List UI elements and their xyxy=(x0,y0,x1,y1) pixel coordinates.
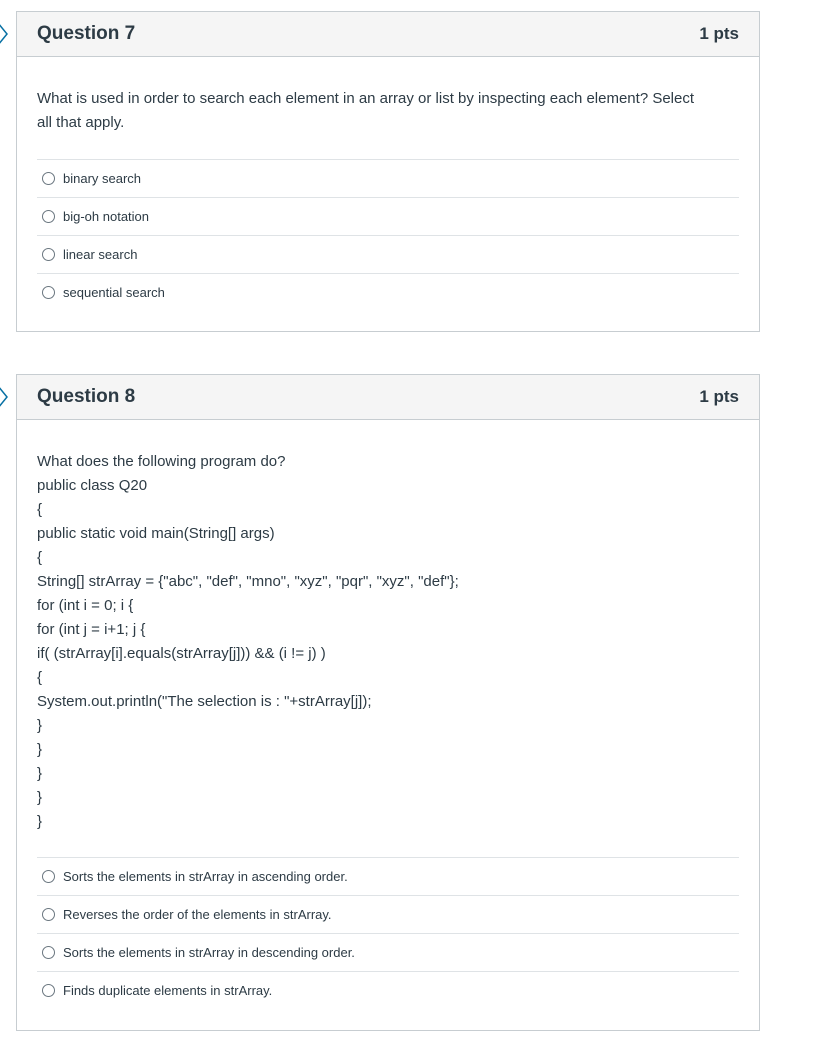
code-line: } xyxy=(37,717,43,734)
answer-option[interactable] xyxy=(37,896,739,934)
code-line: { xyxy=(37,501,43,518)
question-points: 1 pts xyxy=(699,24,739,43)
question-text xyxy=(37,450,739,834)
code-line: { xyxy=(37,669,43,686)
radio-button-icon[interactable] xyxy=(42,248,55,261)
answer-option[interactable] xyxy=(37,274,739,311)
answer-option[interactable] xyxy=(37,972,739,1009)
answer-label[interactable]: Sorts the elements in strArray in ascending order. xyxy=(63,869,348,884)
code-line: for (int j = i+1; j { xyxy=(37,621,146,638)
answer-label[interactable]: sequential search xyxy=(63,285,165,300)
code-line: } xyxy=(37,765,43,782)
code-line: public static void main(String[] args) xyxy=(37,525,275,542)
answer-label[interactable]: binary search xyxy=(63,171,142,186)
flag-question-icon[interactable] xyxy=(0,22,9,46)
answer-list xyxy=(37,857,739,1009)
flag-question-icon[interactable] xyxy=(0,385,9,409)
radio-button-icon[interactable] xyxy=(42,908,55,921)
radio-button-icon[interactable] xyxy=(42,210,55,223)
code-line: } xyxy=(37,741,43,758)
answer-label[interactable]: big-oh notation xyxy=(63,209,150,224)
answer-list xyxy=(37,159,739,311)
answer-label[interactable]: Finds duplicate elements in strArray. xyxy=(63,983,273,998)
question-8 xyxy=(16,374,760,1031)
code-line: if( (strArray[i].equals(strArray[j])) && (i != j) ) xyxy=(37,645,326,662)
question-text-line: What is used in order to search each element in an array or list by inspecting each element? Select xyxy=(37,90,695,107)
code-line: for (int i = 0; i { xyxy=(37,597,134,614)
answer-option[interactable] xyxy=(37,934,739,972)
answer-label[interactable]: Reverses the order of the elements in strArray. xyxy=(63,907,332,922)
answer-option[interactable] xyxy=(37,858,739,896)
answer-label[interactable]: linear search xyxy=(63,247,138,262)
question-title: Question 8 xyxy=(37,386,136,407)
question-title: Question 7 xyxy=(37,23,136,44)
answer-option[interactable] xyxy=(37,198,739,236)
question-text-line: all that apply. xyxy=(37,114,125,131)
question-7 xyxy=(16,11,760,332)
radio-button-icon[interactable] xyxy=(42,172,55,185)
question-header xyxy=(17,375,759,420)
answer-option[interactable] xyxy=(37,236,739,274)
code-line: System.out.println("The selection is : "+strArray[j]); xyxy=(37,693,372,710)
answer-label[interactable]: Sorts the elements in strArray in descending order. xyxy=(63,945,355,960)
radio-button-icon[interactable] xyxy=(42,984,55,997)
code-line: { xyxy=(37,549,43,566)
question-text xyxy=(37,87,739,135)
code-line: public class Q20 xyxy=(37,477,148,494)
question-header xyxy=(17,12,759,57)
radio-button-icon[interactable] xyxy=(42,870,55,883)
radio-button-icon[interactable] xyxy=(42,286,55,299)
radio-button-icon[interactable] xyxy=(42,946,55,959)
code-line: } xyxy=(37,813,43,830)
code-line: String[] strArray = {"abc", "def", "mno", "xyz", "pqr", "xyz", "def"}; xyxy=(37,573,459,590)
answer-option[interactable] xyxy=(37,160,739,198)
question-points: 1 pts xyxy=(699,387,739,406)
question-text-line: What does the following program do? xyxy=(37,453,286,470)
code-line: } xyxy=(37,789,43,806)
